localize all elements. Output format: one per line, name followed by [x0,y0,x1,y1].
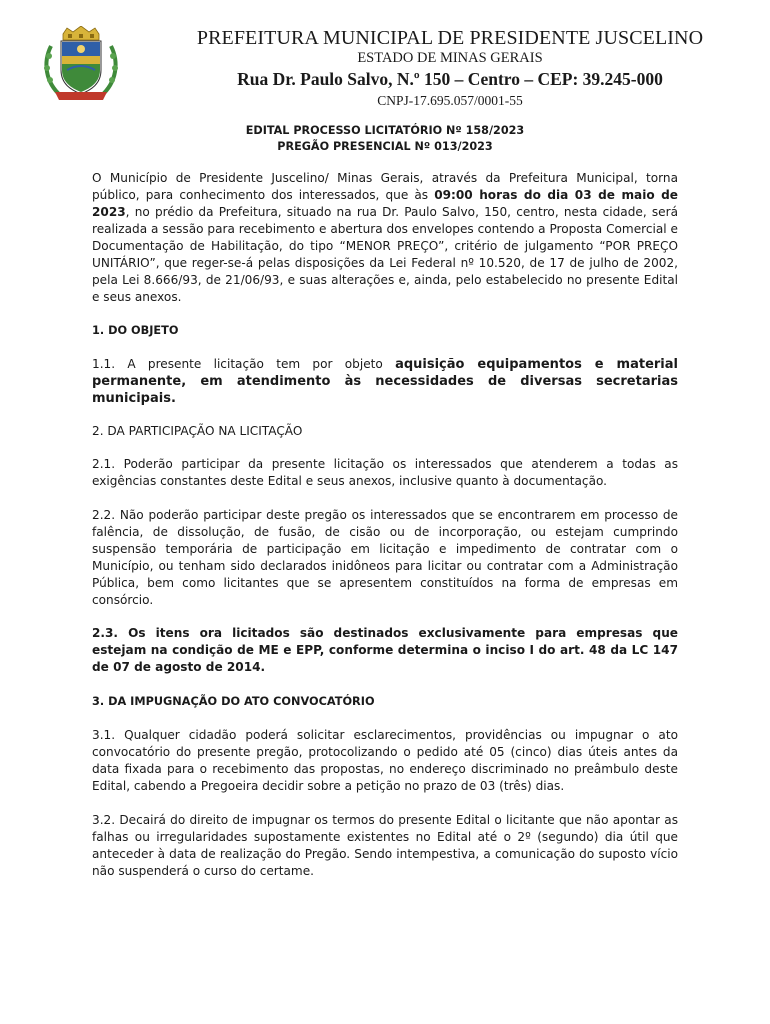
session-datetime: 09:00 horas do dia 03 de maio de 2023 [92,188,679,219]
intro-paragraph [92,170,678,306]
municipal-crest-icon [41,26,121,102]
section-1-heading: 1. DO OBJETO [92,324,179,337]
edital-process-number: EDITAL PROCESSO LICITATÓRIO Nº 158/2023 [245,124,525,137]
document-body [92,170,678,880]
edital-title [92,123,678,155]
state-name: ESTADO DE MINAS GERAIS [357,50,543,66]
section-3-1-paragraph: 3.1. Qualquer cidadão poderá solicitar esclarecimentos, providências ou impugnar o ato convocatório do presente pregão, protocolizando o pedido até 05 (cinco) dias úteis antes da data fixada para o recebimento das propostas, no endereço discriminado no preâmbulo deste Edital, cabendo a Pregoeira decidir sobre a petição no prazo de 03 (três) dias. [92,728,678,793]
section-3-2-paragraph: 3.2. Decairá do direito de impugnar os termos do presente Edital o licitante que não apontar as falhas ou irregularidades supostamente existentes no Edital até o 2º (segundo) dia útil que anteceder à data de realização do Pregão. Sendo intempestiva, a comunicação do suposto vício não suspenderá o curso do certame. [92,813,678,878]
cnpj-number: CNPJ-17.695.057/0001-55 [377,93,523,108]
section-3-heading: 3. DA IMPUGNAÇÃO DO ATO CONVOCATÓRIO [92,695,375,708]
section-2-2-paragraph: 2.2. Não poderão participar deste pregão os interessados que se encontrarem em processo de falência, de dissolução, de fusão, de cisão ou de incorporação, ou estejam cumprindo suspensão temporária de participação em licitação e impedimento de contratar com o Município, ou tenham sido declarados inidôneos para licitar ou contratar com a Administração Pública, bem como licitantes que se apresentem constituídos na forma de empresas em consórcio. [92,508,678,607]
object-description: aquisição equipamentos e material permanente, em atendimento às necessidades de diversas secretarias municipais. [92,357,678,406]
municipality-title: PREFEITURA MUNICIPAL DE PRESIDENTE JUSCELINO [196,27,704,49]
section-1-1-paragraph [92,356,678,407]
intro-text-1: O Município de Presidente Juscelino/ Minas Gerais, através da Prefeitura Municipal, torna público, para conhecimento dos interessados, que às [92,171,678,202]
section-2-heading: 2. DA PARTICIPAÇÃO NA LICITAÇÃO [92,424,303,438]
letterhead [150,26,750,111]
municipality-address: Rua Dr. Paulo Salvo, N.º 150 – Centro – CEP: 39.245-000 [237,69,663,89]
section-2-1-paragraph: 2.1. Poderão participar da presente licitação os interessados que atenderem a todas as exigências constantes deste Edital e seus anexos, inclusive quanto à documentação. [92,457,678,488]
pregao-number: PREGÃO PRESENCIAL Nº 013/2023 [277,140,493,153]
section-2-3-paragraph: 2.3. Os itens ora licitados são destinados exclusivamente para empresas que estejam na condição de ME e EPP, conforme determina o inciso I do art. 48 da LC 147 de 07 de agosto de 2014. [92,626,678,674]
section-1-1-text: 1.1. A presente licitação tem por objeto [92,357,396,371]
intro-text-2: , no prédio da Prefeitura, situado na rua Dr. Paulo Salvo, 150, centro, nesta cidade, será realizada a sessão para recebimento e abertura dos envelopes contendo a Proposta Comercial e Documentação de Habilitação, do tipo “MENOR PREÇO”, critério de julgamento “POR PREÇO UNITÁRIO”, que reger-se-á pelas disposições da Lei Federal nº 10.520, de 17 de julho de 2002, pela Lei 8.666/93, de 21/06/93, e suas alterações e, ainda, pelo estabelecido no presente Edital e seus anexos. [92,205,678,304]
